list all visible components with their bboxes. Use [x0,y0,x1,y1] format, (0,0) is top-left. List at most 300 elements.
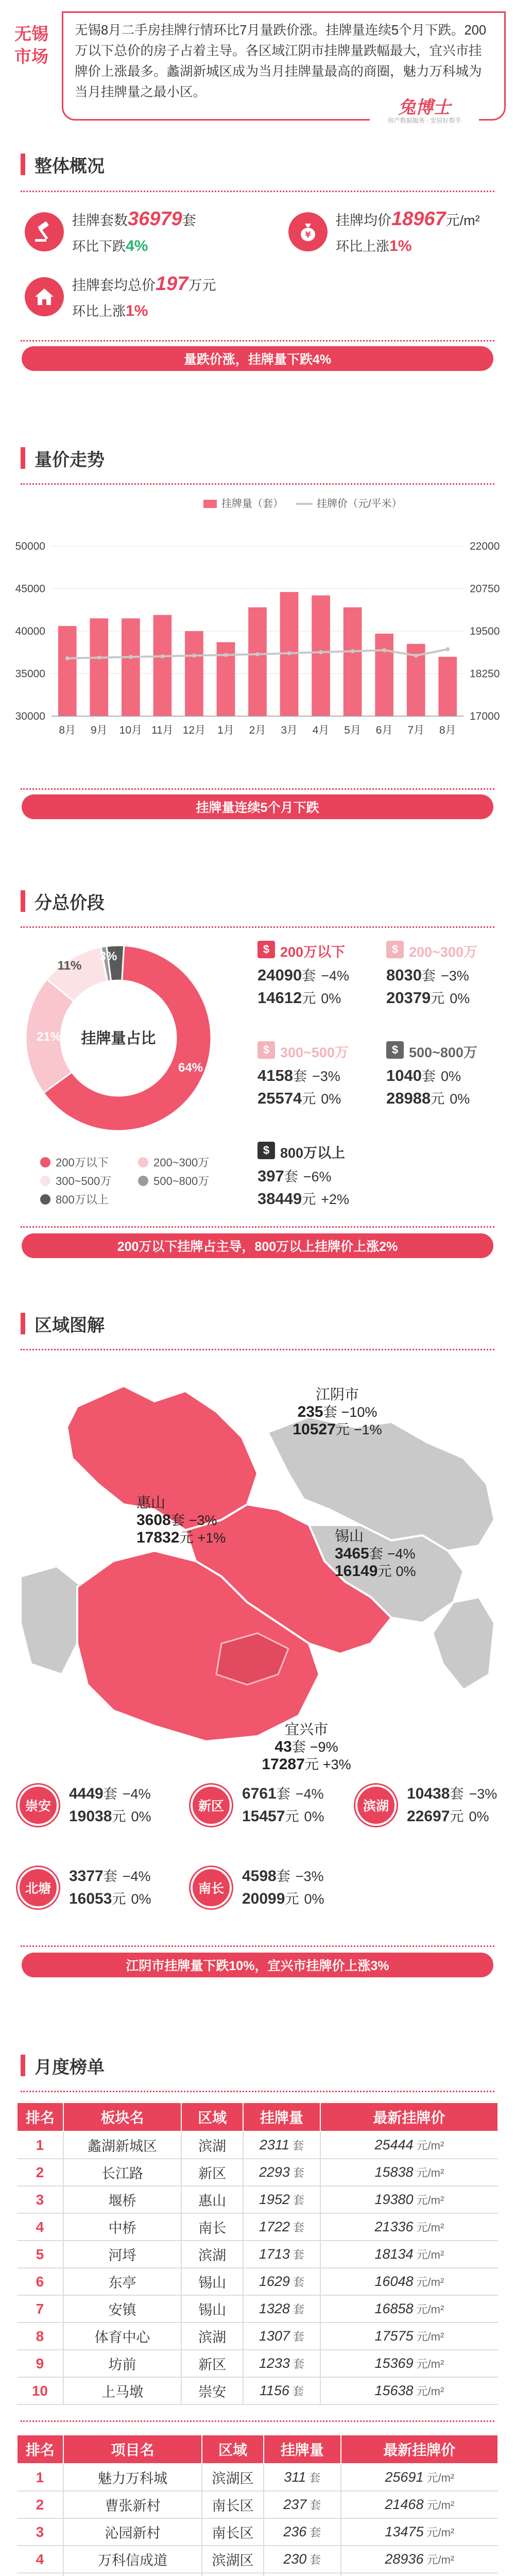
price-unit: 元/m² [416,2221,444,2234]
price-unit: 元/m² [416,2330,444,2343]
overview-section [0,139,515,397]
map-label-price [278,1421,397,1438]
price-unit: 元/m² [426,2471,455,2484]
count-value: 1156 [259,2383,289,2398]
count-cell [243,2268,320,2295]
section-title-segments: 分总价段 [21,886,105,916]
segment-count-unit: 套 [302,968,316,984]
x-tick: 3月 [281,724,298,736]
divider [21,926,494,928]
segment-price-unit: 元 [431,1091,445,1107]
segment-price [386,1088,470,1108]
segment-count-value: 8030 [386,966,422,984]
map-label-count-change: −3% [188,1513,217,1528]
table-row [17,2241,498,2268]
map-label [335,1528,453,1580]
count-value: 237 [283,2497,307,2512]
y-tick-right: 17000 [470,710,500,722]
overview-banner: 量跌价涨，挂牌量下跌4% [22,346,493,371]
section-title-region: 区域图解 [21,1309,105,1338]
segment-count-value: 397 [258,1167,284,1185]
price-cell [341,2546,498,2573]
district-count-unit: 套 [450,1786,464,1802]
count-cell [243,2131,320,2159]
count-value: 2311 [259,2137,289,2153]
district-count [69,1783,151,1803]
name-cell: 万科信成道 [63,2546,202,2573]
district-badge: 南长 [191,1867,232,1908]
legend-dot [40,1194,50,1205]
segment-count-change: −3% [312,1069,340,1084]
segments-section [0,886,515,1278]
x-tick: 12月 [182,724,206,736]
price-cell [320,2377,498,2404]
map-label-price-unit: 元 [304,1757,319,1772]
map-label-price [136,1529,255,1547]
divider [21,1349,494,1350]
area-cell: 滨湖区 [202,2546,264,2573]
segment-price [258,1188,349,1208]
segment-price [258,1088,341,1108]
region-banner: 江阴市挂牌量下跌10%，宜兴市挂牌价上涨3% [22,1953,493,1977]
segment-count [258,1165,332,1185]
divider [21,2091,494,2092]
map-label-count-value: 3465 [335,1545,369,1562]
y-tick-left: 35000 [15,668,45,680]
legend-dot [138,1157,148,1167]
listing-count-change: 环比下跌4% [72,238,148,255]
price-cell [341,2518,498,2546]
name-cell: 堰桥 [63,2186,181,2213]
table-row [17,2546,498,2573]
district-price-unit: 元 [450,1809,464,1824]
donut-center-label: 挂牌量占比 [81,1030,156,1047]
x-tick: 5月 [344,724,361,736]
count-unit: 套 [293,2303,304,2316]
map-label-count-value: 3608 [136,1512,171,1529]
price-value: 21336 [374,2219,414,2234]
district-price [242,1805,324,1825]
price-cell [341,2573,498,2576]
avg-total-stat: 挂牌套均总价197万元 [72,273,216,295]
intro-text: 无锡8月二手房挂牌行情环比7月量跌价涨。挂牌量连续5个月下跌。200万以下总价的房子占着主导。各区域江阴市挂牌量跌幅最大，宜兴市挂牌价上涨最多。蠡湖新城区成为当月挂牌量最高的商圈，魅力万科城为当月挂牌量之最小区。 [75,23,487,99]
count-value: 230 [283,2551,307,2567]
name-cell: 坊前 [63,2350,181,2377]
money-tag-icon: $ [258,1142,275,1159]
count-value: 1713 [259,2246,290,2262]
name-cell: 体育中心 [63,2323,181,2350]
section-title-overview: 整体概况 [21,149,105,179]
district-price-unit: 元 [112,1809,126,1824]
district-item [191,1860,350,1927]
segment-count-unit: 套 [293,1069,307,1084]
count-unit: 套 [293,2358,304,2370]
segment-count [386,1065,461,1085]
map-label-price-change: +3% [322,1757,351,1772]
district-price [69,1805,151,1825]
rank-number: 4 [17,2546,63,2573]
segment-item [258,938,381,1030]
map-region-west [21,1566,82,1674]
district-badge: 北塘 [18,1867,59,1908]
legend-item [138,1154,209,1170]
district-count-value: 4598 [242,1868,277,1885]
table-row [17,2295,498,2323]
avg-total-change: 环比上涨1% [72,302,148,319]
table-row [17,2213,498,2241]
segment-count-change: 0% [440,1069,461,1084]
segment-count-value: 1040 [386,1066,422,1084]
district-count-change: −4% [295,1786,324,1802]
x-tick: 6月 [375,724,393,736]
price-cell [320,2159,498,2186]
price-cell [320,2323,498,2350]
legend-bar-swatch [203,500,217,508]
price-cell [320,2241,498,2268]
table-header: 项目名 [63,2435,202,2464]
count-unit: 套 [310,2499,321,2512]
count-value: 1952 [259,2192,290,2207]
bar [90,618,108,716]
y-tick-left: 45000 [15,583,45,595]
district-count-change: −4% [122,1786,151,1802]
district-item [18,1860,177,1927]
divider [21,1226,494,1228]
district-price-change: 0% [131,1809,151,1824]
section-title-trend: 量价走势 [21,443,105,473]
district-count-value: 6761 [242,1785,277,1802]
donut-legend [40,1154,256,1211]
count-cell [264,2573,341,2576]
count-value: 1328 [259,2301,290,2316]
price-value: 25444 [374,2137,414,2153]
rank-number: 4 [17,2213,63,2241]
district-badge: 滨湖 [355,1785,397,1826]
rank-number: 9 [17,2350,63,2377]
district-price-value: 22697 [407,1808,450,1825]
price-value: 19380 [374,2192,414,2207]
area-cell: 锡山 [181,2295,243,2323]
district-count-change: −3% [295,1869,324,1884]
legend-item [40,1191,109,1207]
map-label-price-value: 17287 [262,1756,305,1773]
rank-number: 10 [17,2377,63,2404]
price-point [287,651,291,655]
district-count-unit: 套 [276,1869,290,1884]
district-list [0,1777,515,1937]
price-value: 16048 [374,2274,414,2289]
money-tag-icon: $ [258,941,275,958]
area-cell: 新区 [181,2159,243,2186]
price-point [97,655,101,659]
price-unit: 元/m² [416,2139,444,2152]
y-tick-right: 19500 [470,625,500,637]
legend-bar-label: 挂牌量（套） [221,498,283,510]
district-price [69,1888,151,1908]
money-tag-icon: $ [386,941,404,958]
x-tick: 8月 [439,724,456,736]
district-count [407,1783,497,1803]
divider [21,483,494,485]
listing-count-stat: 挂牌套数36979套 [72,208,196,230]
price-point [192,654,196,658]
segment-price-unit: 元 [302,1091,316,1107]
count-cell [243,2186,320,2213]
price-point [255,652,260,656]
segment-price-value: 14612 [258,989,302,1007]
segment-item [386,1038,510,1131]
x-tick: 2月 [249,724,266,736]
legend-item [40,1173,111,1189]
y-tick-right: 22000 [470,540,500,552]
price-cell [320,2350,498,2377]
price-value: 15838 [374,2164,414,2180]
segment-item [386,938,510,1030]
rank-number: 5 [17,2241,63,2268]
legend-label: 200~300万 [153,1156,210,1169]
district-price-value: 15457 [242,1808,285,1825]
count-unit: 套 [293,2330,304,2343]
map-label-count-change: −9% [310,1739,338,1755]
price-value: 13475 [385,2524,424,2539]
bar [122,618,140,716]
price-value: 16858 [374,2301,414,2316]
rank-number: 8 [17,2323,63,2350]
table-row [17,2186,498,2213]
legend-label: 800万以上 [56,1193,109,1206]
x-tick: 1月 [217,724,234,736]
area-cell: 滨湖区 [202,2464,264,2491]
area-cell: 南长 [181,2213,243,2241]
legend-line-label: 挂牌价（元/平米） [317,498,402,510]
price-unit: 元/m² [426,2526,455,2539]
segment-count-value: 4158 [258,1066,293,1084]
price-cell [320,2131,498,2159]
segment-price [386,987,470,1007]
divider [21,340,494,342]
name-cell: 曹张新村 [63,2491,202,2518]
avg-price-change: 环比上涨1% [336,238,412,255]
map-label-price-change: −1% [353,1422,382,1437]
count-cell [243,2159,320,2186]
project-ranking-table [16,2434,499,2576]
legend-dot [40,1157,50,1167]
district-price-value: 16053 [69,1890,112,1907]
price-value: 18134 [374,2246,414,2262]
bar [438,657,457,716]
segment-price-change: +2% [321,1192,350,1207]
table-row [17,2350,498,2377]
count-unit: 套 [293,2166,304,2179]
map-label-count-unit: 套 [170,1513,185,1528]
price-value: 28936 [385,2551,424,2567]
legend-item [138,1173,209,1189]
table-row [17,2573,498,2576]
table-header: 区域 [181,2103,243,2131]
district-price-change: 0% [304,1891,324,1907]
table-row [17,2131,498,2159]
district-count [242,1783,324,1803]
map-label-name: 江阴市 [315,1386,359,1402]
area-cell: 滨湖 [181,2241,243,2268]
district-count-change: −3% [469,1786,497,1802]
price-point [129,655,133,659]
count-unit: 套 [292,2385,304,2398]
count-value: 1722 [259,2219,290,2234]
area-cell: 南长区 [202,2518,264,2546]
area-cell: 崇安 [181,2377,243,2404]
price-value: 15369 [374,2355,414,2371]
count-unit: 套 [309,2471,321,2484]
count-value: 236 [283,2524,307,2539]
district-price-unit: 元 [285,1809,299,1824]
price-unit: 元/m² [416,2303,444,2316]
x-tick: 11月 [151,724,174,736]
divider [21,191,494,192]
table-row [17,2518,498,2546]
district-item [355,1777,515,1844]
map-label [278,1386,397,1438]
map-label-count [335,1545,453,1563]
trend-section [0,407,515,829]
rank-number: 1 [17,2464,63,2491]
table-header: 挂牌量 [243,2103,320,2131]
segment-price-value: 38449 [258,1190,302,1208]
segments-banner: 200万以下挂牌占主导，800万以上挂牌价上涨2% [22,1233,493,1258]
district-badge: 新区 [191,1785,232,1826]
price-unit: 元/m² [416,2248,444,2261]
segment-count-unit: 套 [284,1169,298,1184]
map-label-count [136,1512,255,1529]
district-price [407,1805,489,1825]
map-label-price-value: 16149 [335,1563,378,1580]
rank-number [17,2573,63,2576]
price-value: 25691 [385,2469,424,2485]
price-point [224,653,228,657]
segment-count-value: 24090 [258,966,302,984]
count-cell [264,2518,341,2546]
map-label-price-change: +1% [197,1530,226,1546]
district-price-change: 0% [469,1809,489,1824]
price-point [382,648,386,652]
price-point [65,656,70,660]
segment-count-change: −6% [303,1169,332,1184]
divider [21,788,494,790]
table-row [17,2377,498,2404]
map-label [136,1494,255,1547]
count-unit: 套 [310,2553,321,2566]
price-cell [320,2295,498,2323]
map-label-price [247,1756,366,1773]
area-cell: 惠山 [181,2186,243,2213]
y-tick-right: 18250 [470,668,500,680]
divider [21,1945,494,1947]
count-unit: 套 [310,2526,321,2539]
brand-logo: 兔博士 房产数据服务 · 安居好帮手 [370,99,479,127]
trend-banner: 挂牌量连续5个月下跌 [22,794,493,819]
money-bag-icon [288,212,328,251]
count-value: 311 [284,2469,306,2485]
map-label-name: 惠山 [136,1495,166,1511]
segment-count-unit: 套 [421,1069,436,1084]
count-value: 1233 [259,2355,290,2371]
map-label-count-change: −10% [341,1404,377,1420]
map-label-count [278,1403,397,1421]
rank-number: 2 [17,2159,63,2186]
map-label-name: 宜兴市 [284,1721,328,1737]
table-header: 排名 [17,2103,63,2131]
map-label-price-change: 0% [396,1564,416,1579]
area-cell: 滨湖 [181,2131,243,2159]
map-label-count-value: 43 [274,1738,292,1755]
district-count-value: 10438 [407,1785,450,1802]
district-count [242,1865,324,1885]
segment-name: 200万以下 [280,944,346,960]
map-label-price [335,1563,453,1580]
legend-dot [40,1176,50,1186]
table-header: 最新挂牌价 [320,2103,498,2131]
x-tick: 9月 [90,724,108,736]
bar [248,607,267,716]
rank-number: 6 [17,2268,63,2295]
area-cell [202,2573,264,2576]
table-header: 区域 [202,2435,264,2464]
count-cell [264,2546,341,2573]
area-cell: 锡山 [181,2268,243,2295]
segment-name: 300~500万 [280,1045,349,1060]
donut-label: 3% [99,950,117,963]
district-count-unit: 套 [103,1869,117,1884]
ranking-section [0,2050,515,2576]
price-unit: 元/m² [416,2385,444,2398]
price-unit: 元/m² [426,2499,455,2512]
name-cell: 长江路 [63,2159,181,2186]
divider [21,2420,494,2422]
price-segment-donut [21,938,237,1144]
y-tick-left: 50000 [15,540,45,552]
bar [185,631,203,716]
district-price-value: 20099 [242,1890,285,1907]
district-item [191,1777,350,1844]
price-cell [320,2213,498,2241]
donut-label: 21% [36,1030,62,1044]
segment-count-unit: 套 [421,968,436,984]
segment-name: 800万以上 [280,1145,346,1161]
segment-price-value: 20379 [386,989,431,1007]
segment-count-change: −3% [440,968,469,984]
district-price-value: 19038 [69,1808,112,1825]
map-label-count-change: −4% [387,1546,416,1562]
segment-count [258,964,349,985]
count-value: 2293 [259,2164,290,2180]
segment-count [386,964,469,985]
rank-number: 3 [17,2186,63,2213]
district-price-unit: 元 [285,1891,299,1907]
segment-price-change: 0% [450,1091,470,1107]
count-unit: 套 [293,2248,304,2261]
bar [312,596,330,716]
section-title-ranking: 月度榜单 [21,2050,105,2080]
map-label-count-value: 235 [297,1403,323,1420]
district-badge: 崇安 [18,1785,59,1826]
district-ranking-table [16,2102,499,2405]
map-label-price-value: 17832 [136,1529,180,1546]
name-cell: 东亭 [63,2268,181,2295]
gavel-icon [25,212,64,251]
table-row [17,2464,498,2491]
donut-label: 11% [57,959,82,973]
count-value: 1307 [259,2328,290,2344]
